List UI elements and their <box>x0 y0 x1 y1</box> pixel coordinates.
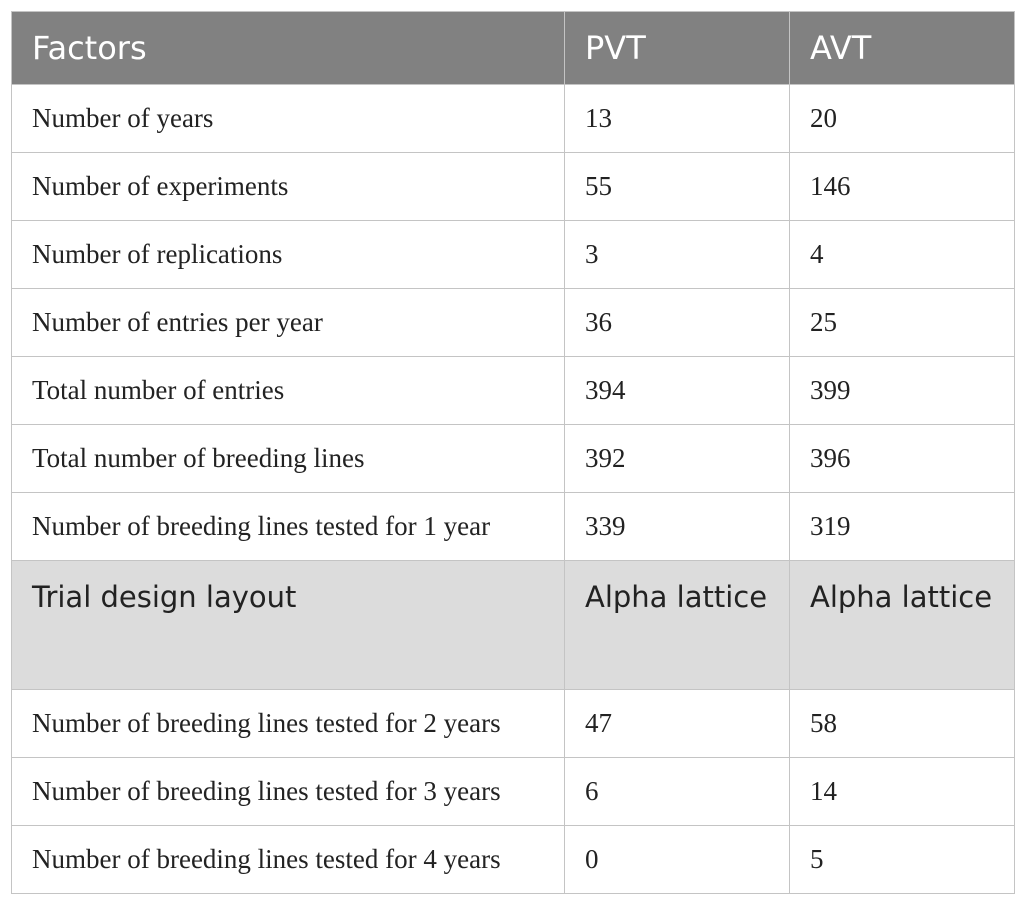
avt-cell: 14 <box>790 758 1015 826</box>
avt-cell: 25 <box>790 289 1015 357</box>
pvt-cell: 55 <box>565 153 790 221</box>
header-pvt: PVT <box>565 12 790 85</box>
avt-cell: 146 <box>790 153 1015 221</box>
avt-cell: 58 <box>790 690 1015 758</box>
factor-cell: Number of years <box>12 85 565 153</box>
subheader-pvt: Alpha lattice <box>565 561 790 690</box>
factor-cell: Number of breeding lines tested for 2 years <box>12 690 565 758</box>
avt-cell: 319 <box>790 493 1015 561</box>
table-row <box>12 690 1015 758</box>
table-row <box>12 493 1015 561</box>
pvt-cell: 6 <box>565 758 790 826</box>
factor-cell: Number of breeding lines tested for 4 years <box>12 826 565 894</box>
table-row <box>12 758 1015 826</box>
pvt-cell: 47 <box>565 690 790 758</box>
avt-cell: 20 <box>790 85 1015 153</box>
pvt-cell: 3 <box>565 221 790 289</box>
pvt-cell: 339 <box>565 493 790 561</box>
factor-cell: Number of replications <box>12 221 565 289</box>
factors-table <box>11 11 1015 894</box>
header-avt: AVT <box>790 12 1015 85</box>
table-row <box>12 357 1015 425</box>
avt-cell: 4 <box>790 221 1015 289</box>
pvt-cell: 13 <box>565 85 790 153</box>
table-subheader-row <box>12 561 1015 690</box>
header-factors: Factors <box>12 12 565 85</box>
table-row <box>12 153 1015 221</box>
factor-cell: Number of entries per year <box>12 289 565 357</box>
pvt-cell: 0 <box>565 826 790 894</box>
factor-cell: Number of breeding lines tested for 1 year <box>12 493 565 561</box>
table-row <box>12 289 1015 357</box>
pvt-cell: 392 <box>565 425 790 493</box>
factor-cell: Number of experiments <box>12 153 565 221</box>
pvt-cell: 394 <box>565 357 790 425</box>
table-row <box>12 826 1015 894</box>
avt-cell: 399 <box>790 357 1015 425</box>
table-row <box>12 85 1015 153</box>
subheader-factor: Trial design layout <box>12 561 565 690</box>
pvt-cell: 36 <box>565 289 790 357</box>
subheader-avt: Alpha lattice <box>790 561 1015 690</box>
table-header-row <box>12 12 1015 85</box>
table-row <box>12 221 1015 289</box>
factor-cell: Number of breeding lines tested for 3 years <box>12 758 565 826</box>
avt-cell: 396 <box>790 425 1015 493</box>
table-row <box>12 425 1015 493</box>
factor-cell: Total number of entries <box>12 357 565 425</box>
avt-cell: 5 <box>790 826 1015 894</box>
factor-cell: Total number of breeding lines <box>12 425 565 493</box>
